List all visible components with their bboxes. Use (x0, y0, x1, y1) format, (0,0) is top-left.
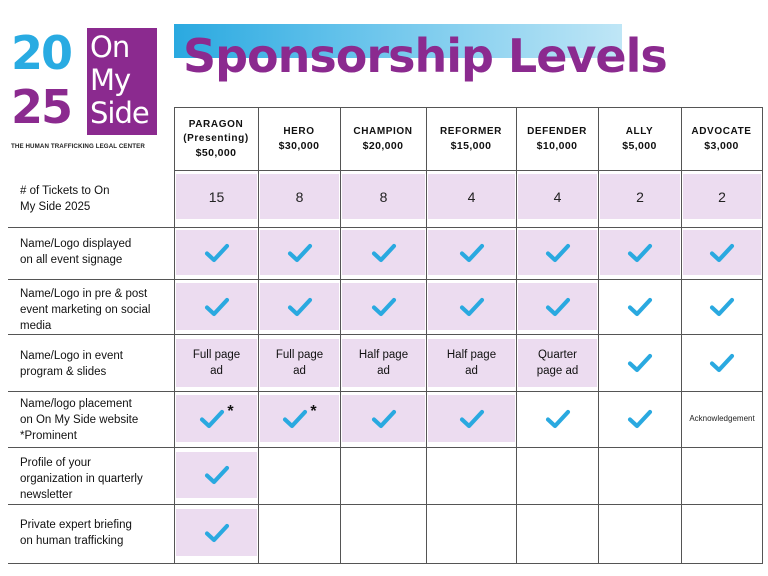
tier-header (681, 108, 762, 170)
check-icon (204, 297, 230, 317)
table-cell (600, 452, 680, 498)
check-icon (204, 243, 230, 263)
check-icon (459, 297, 485, 317)
tier-name: PARAGON (188, 119, 244, 130)
table-cell (428, 509, 515, 556)
table-cell (176, 509, 257, 556)
tier-note: (Presenting) (183, 133, 249, 144)
cell-text (276, 347, 323, 379)
table-column-rule (174, 107, 175, 564)
row-label (20, 517, 172, 549)
table-cell (683, 283, 761, 330)
table-cell (176, 395, 257, 442)
text-line: ad (293, 365, 306, 377)
table-cell (342, 283, 425, 330)
tier-name: ALLY (625, 126, 654, 137)
text-line: page ad (536, 365, 579, 377)
check-icon (371, 409, 397, 429)
table-cell (342, 174, 425, 219)
text-line: Full page (192, 349, 241, 361)
text-line: Profile of your (20, 457, 91, 469)
table-cell (600, 339, 680, 387)
table-cell (683, 509, 761, 556)
logo-name-line: Side (90, 96, 149, 130)
logo-name-line: My (90, 63, 131, 97)
text-line: newsletter (20, 489, 73, 501)
logo-name-line: On (90, 30, 130, 64)
table-cell (518, 339, 597, 387)
check-icon (545, 243, 571, 263)
table-column-rule (762, 107, 763, 564)
check-icon (371, 297, 397, 317)
logo-year-top: 20 (11, 26, 72, 80)
check-icon (459, 409, 485, 429)
asterisk-mark: * (227, 402, 234, 420)
tier-header (598, 108, 681, 170)
table-cell (683, 452, 761, 498)
table-cell (260, 174, 339, 219)
cell-text (359, 347, 408, 379)
table-cell (518, 395, 597, 442)
text-line: Name/Logo in pre & post (20, 288, 148, 300)
tier-name: DEFENDER (527, 126, 587, 137)
text-line: Private expert briefing (20, 519, 132, 531)
text-line: event marketing on social (20, 304, 151, 316)
table-cell (342, 230, 425, 275)
tier-amount: $30,000 (278, 140, 320, 152)
check-icon (709, 353, 735, 373)
check-icon (199, 409, 225, 429)
text-line: ad (210, 365, 223, 377)
check-icon (545, 409, 571, 429)
table-rule (8, 391, 763, 392)
tier-header (174, 108, 258, 170)
table-cell (600, 174, 680, 219)
cell-value: 4 (467, 188, 476, 205)
tier-header (516, 108, 598, 170)
logo-year-bottom: 25 (11, 80, 72, 134)
table-cell (518, 509, 597, 556)
check-icon (287, 297, 313, 317)
text-line: on On My Side website (20, 414, 139, 426)
text-line: ad (377, 365, 390, 377)
page-title: Sponsorship Levels (183, 29, 667, 83)
check-icon (709, 243, 735, 263)
cell-value: 8 (295, 188, 304, 205)
table-cell (176, 452, 257, 498)
table-cell (342, 509, 425, 556)
check-icon (371, 243, 397, 263)
text-line: organization in quarterly (20, 473, 143, 485)
table-cell (176, 230, 257, 275)
tier-name: CHAMPION (353, 126, 413, 137)
check-icon (709, 297, 735, 317)
row-label (20, 236, 172, 268)
table-column-rule (426, 107, 427, 564)
table-column-rule (340, 107, 341, 564)
cell-value: 2 (636, 188, 644, 205)
check-icon (459, 243, 485, 263)
table-cell (428, 283, 515, 330)
table-cell (342, 452, 425, 498)
table-cell (176, 283, 257, 330)
tier-name: HERO (283, 126, 315, 137)
table-column-rule (258, 107, 259, 564)
tier-header (258, 108, 340, 170)
table-cell (518, 174, 597, 219)
table-cell (260, 452, 339, 498)
check-icon (627, 297, 653, 317)
table-cell (600, 283, 680, 330)
check-icon (282, 409, 308, 429)
text-line: program & slides (20, 366, 107, 378)
table-cell (260, 283, 339, 330)
table-rule (8, 334, 763, 335)
table-cell (683, 174, 761, 219)
table-rule (174, 170, 763, 171)
tier-amount: $5,000 (622, 140, 657, 152)
table-cell (428, 339, 515, 387)
text-line: Name/Logo in event (20, 350, 123, 362)
asterisk-mark: * (310, 402, 317, 420)
text-line: Half page (446, 349, 497, 361)
tier-amount: $50,000 (195, 147, 237, 159)
check-icon (545, 297, 571, 317)
table-column-rule (598, 107, 599, 564)
text-line: ad (465, 365, 478, 377)
text-line: Quarter (537, 349, 577, 361)
table-cell (518, 230, 597, 275)
text-line: *Prominent (20, 430, 77, 442)
text-line: Name/logo placement (20, 398, 132, 410)
table-cell (600, 230, 680, 275)
table-cell (428, 395, 515, 442)
check-icon (627, 353, 653, 373)
cell-text: Acknowledgement (689, 414, 755, 423)
text-line: Name/Logo displayed (20, 238, 132, 250)
table-cell (176, 339, 257, 387)
cell-text (193, 347, 240, 379)
table-cell (518, 452, 597, 498)
table-cell (260, 395, 339, 442)
tier-name: ADVOCATE (691, 126, 752, 137)
table-cell (600, 509, 680, 556)
cell-value: 8 (379, 188, 388, 205)
check-icon (627, 243, 653, 263)
table-cell (260, 509, 339, 556)
table-cell (260, 339, 339, 387)
row-label (20, 183, 172, 215)
tier-header (340, 108, 426, 170)
text-line: My Side 2025 (20, 201, 91, 213)
tier-header (426, 108, 516, 170)
cell-value: 2 (718, 188, 726, 205)
cell-text (537, 347, 579, 379)
table-cell (683, 339, 761, 387)
table-column-rule (516, 107, 517, 564)
check-icon (287, 243, 313, 263)
table-rule (8, 447, 763, 448)
tier-amount: $10,000 (536, 140, 578, 152)
table-cell (683, 230, 761, 275)
text-line: Full page (275, 349, 324, 361)
cell-value: 4 (553, 188, 562, 205)
check-icon (204, 465, 230, 485)
tier-amount: $3,000 (704, 140, 739, 152)
cell-text (447, 347, 496, 379)
text-line: on human trafficking (20, 535, 124, 547)
table-cell (518, 283, 597, 330)
table-cell (683, 395, 761, 442)
table-cell (600, 395, 680, 442)
table-cell (342, 339, 425, 387)
text-line: media (20, 320, 52, 332)
table-rule (8, 227, 763, 228)
check-icon (627, 409, 653, 429)
text-line: on all event signage (20, 254, 123, 266)
table-cell (428, 452, 515, 498)
cell-value: 15 (208, 188, 225, 205)
table-rule (8, 504, 763, 505)
check-icon (204, 523, 230, 543)
row-label (20, 455, 172, 503)
text-line: Half page (358, 349, 409, 361)
table-cell (260, 230, 339, 275)
row-label (20, 348, 172, 380)
row-label (20, 396, 172, 444)
tier-name: REFORMER (439, 126, 503, 137)
table-cell (176, 174, 257, 219)
table-rule (8, 279, 763, 280)
table-column-rule (681, 107, 682, 564)
text-line: # of Tickets to On (20, 185, 110, 197)
table-cell (428, 230, 515, 275)
logo-subtitle: THE HUMAN TRAFFICKING LEGAL CENTER (11, 143, 145, 150)
tier-amount: $15,000 (450, 140, 492, 152)
table-cell (342, 395, 425, 442)
tier-amount: $20,000 (362, 140, 404, 152)
table-rule (8, 563, 763, 564)
table-cell (428, 174, 515, 219)
row-label (20, 286, 172, 334)
